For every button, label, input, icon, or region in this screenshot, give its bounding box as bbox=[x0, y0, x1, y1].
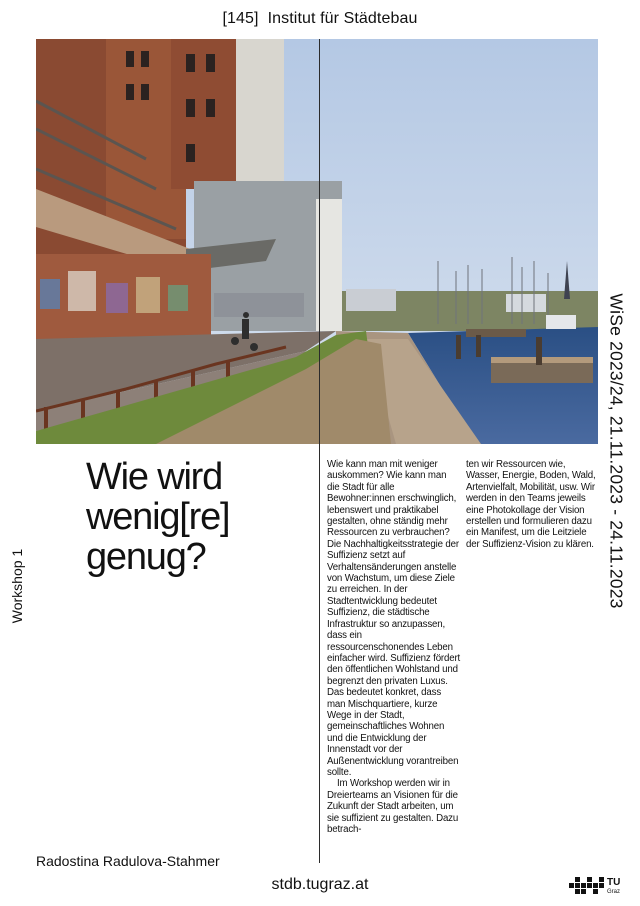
workshop-label bbox=[7, 531, 27, 641]
harbor-photo bbox=[36, 39, 598, 444]
title-line: genug? bbox=[86, 536, 206, 578]
semester-dates bbox=[603, 293, 629, 609]
body-text-column-1 bbox=[327, 459, 461, 867]
tu-graz-logo bbox=[567, 873, 625, 895]
semester-dates-text: WiSe 2023/24, 21.11.2023 - 24.11.2023 bbox=[606, 293, 627, 609]
body-paragraph-2-continued: ten wir Ressourcen wie, Wasser, Energie, Boden, Wald, Artenvielfalt, Mobilität, usw. Wir werden in den Teams jeweils eine Photokollage der Vision erstellen und formulieren dazu ein Manifest, um die Leitziele der Suffizienz-Vision zu klären. bbox=[466, 459, 596, 550]
center-divider-line bbox=[319, 39, 320, 863]
body-paragraph-2: Im Workshop werden wir in Dreierteams an Visionen für die Zukunft der Stadt arbeiten, um sie suffizient zu gestalten. Dazu betrach- bbox=[327, 778, 459, 835]
institute-name: Institut für Städtebau bbox=[267, 10, 418, 27]
title-line: wenig[re] bbox=[86, 496, 230, 538]
body-text-column-2 bbox=[466, 459, 600, 550]
workshop-label-text: Workshop 1 bbox=[9, 548, 25, 624]
issue-number: [145] bbox=[222, 10, 259, 27]
logo-text: TU bbox=[607, 877, 621, 888]
website-url: stdb.tugraz.at bbox=[271, 876, 369, 893]
body-paragraph-1: Wie kann man mit weniger auskommen? Wie kann man die Stadt für alle Bewohner:innen erschwinglich, lebenswert und praktikabel gestalten, ohne ständig mehr Ressourcen zu verbrauchen? Die Nachhaltigkeitsstrategie der Suffizienz setzt auf Verhaltensänderungen anstelle von Wachstum, um diese Ziele zu erreichen. In der Stadtentwicklung bedeutet Suffizienz, die städtische Infrastruktur so anzupassen, dass ein ressourcenschonendes Leben einfacher wird. Suffizienz fördert den öffentlichen Wohlstand und begrenzt den privaten Luxus. Das bedeutet konkret, dass man Mischquartiere, kurze Wege in der Stadt, gemeinschaftliches Wohnen und die Entwicklung der Innenstadt vor der Außenentwicklung vorantreiben sollte. bbox=[327, 459, 461, 778]
logo-subtext: Graz bbox=[607, 889, 621, 895]
page-title bbox=[86, 457, 286, 577]
header bbox=[0, 10, 640, 28]
author-name: Radostina Radulova-Stahmer bbox=[36, 853, 220, 869]
title-line: Wie wird bbox=[86, 456, 223, 498]
